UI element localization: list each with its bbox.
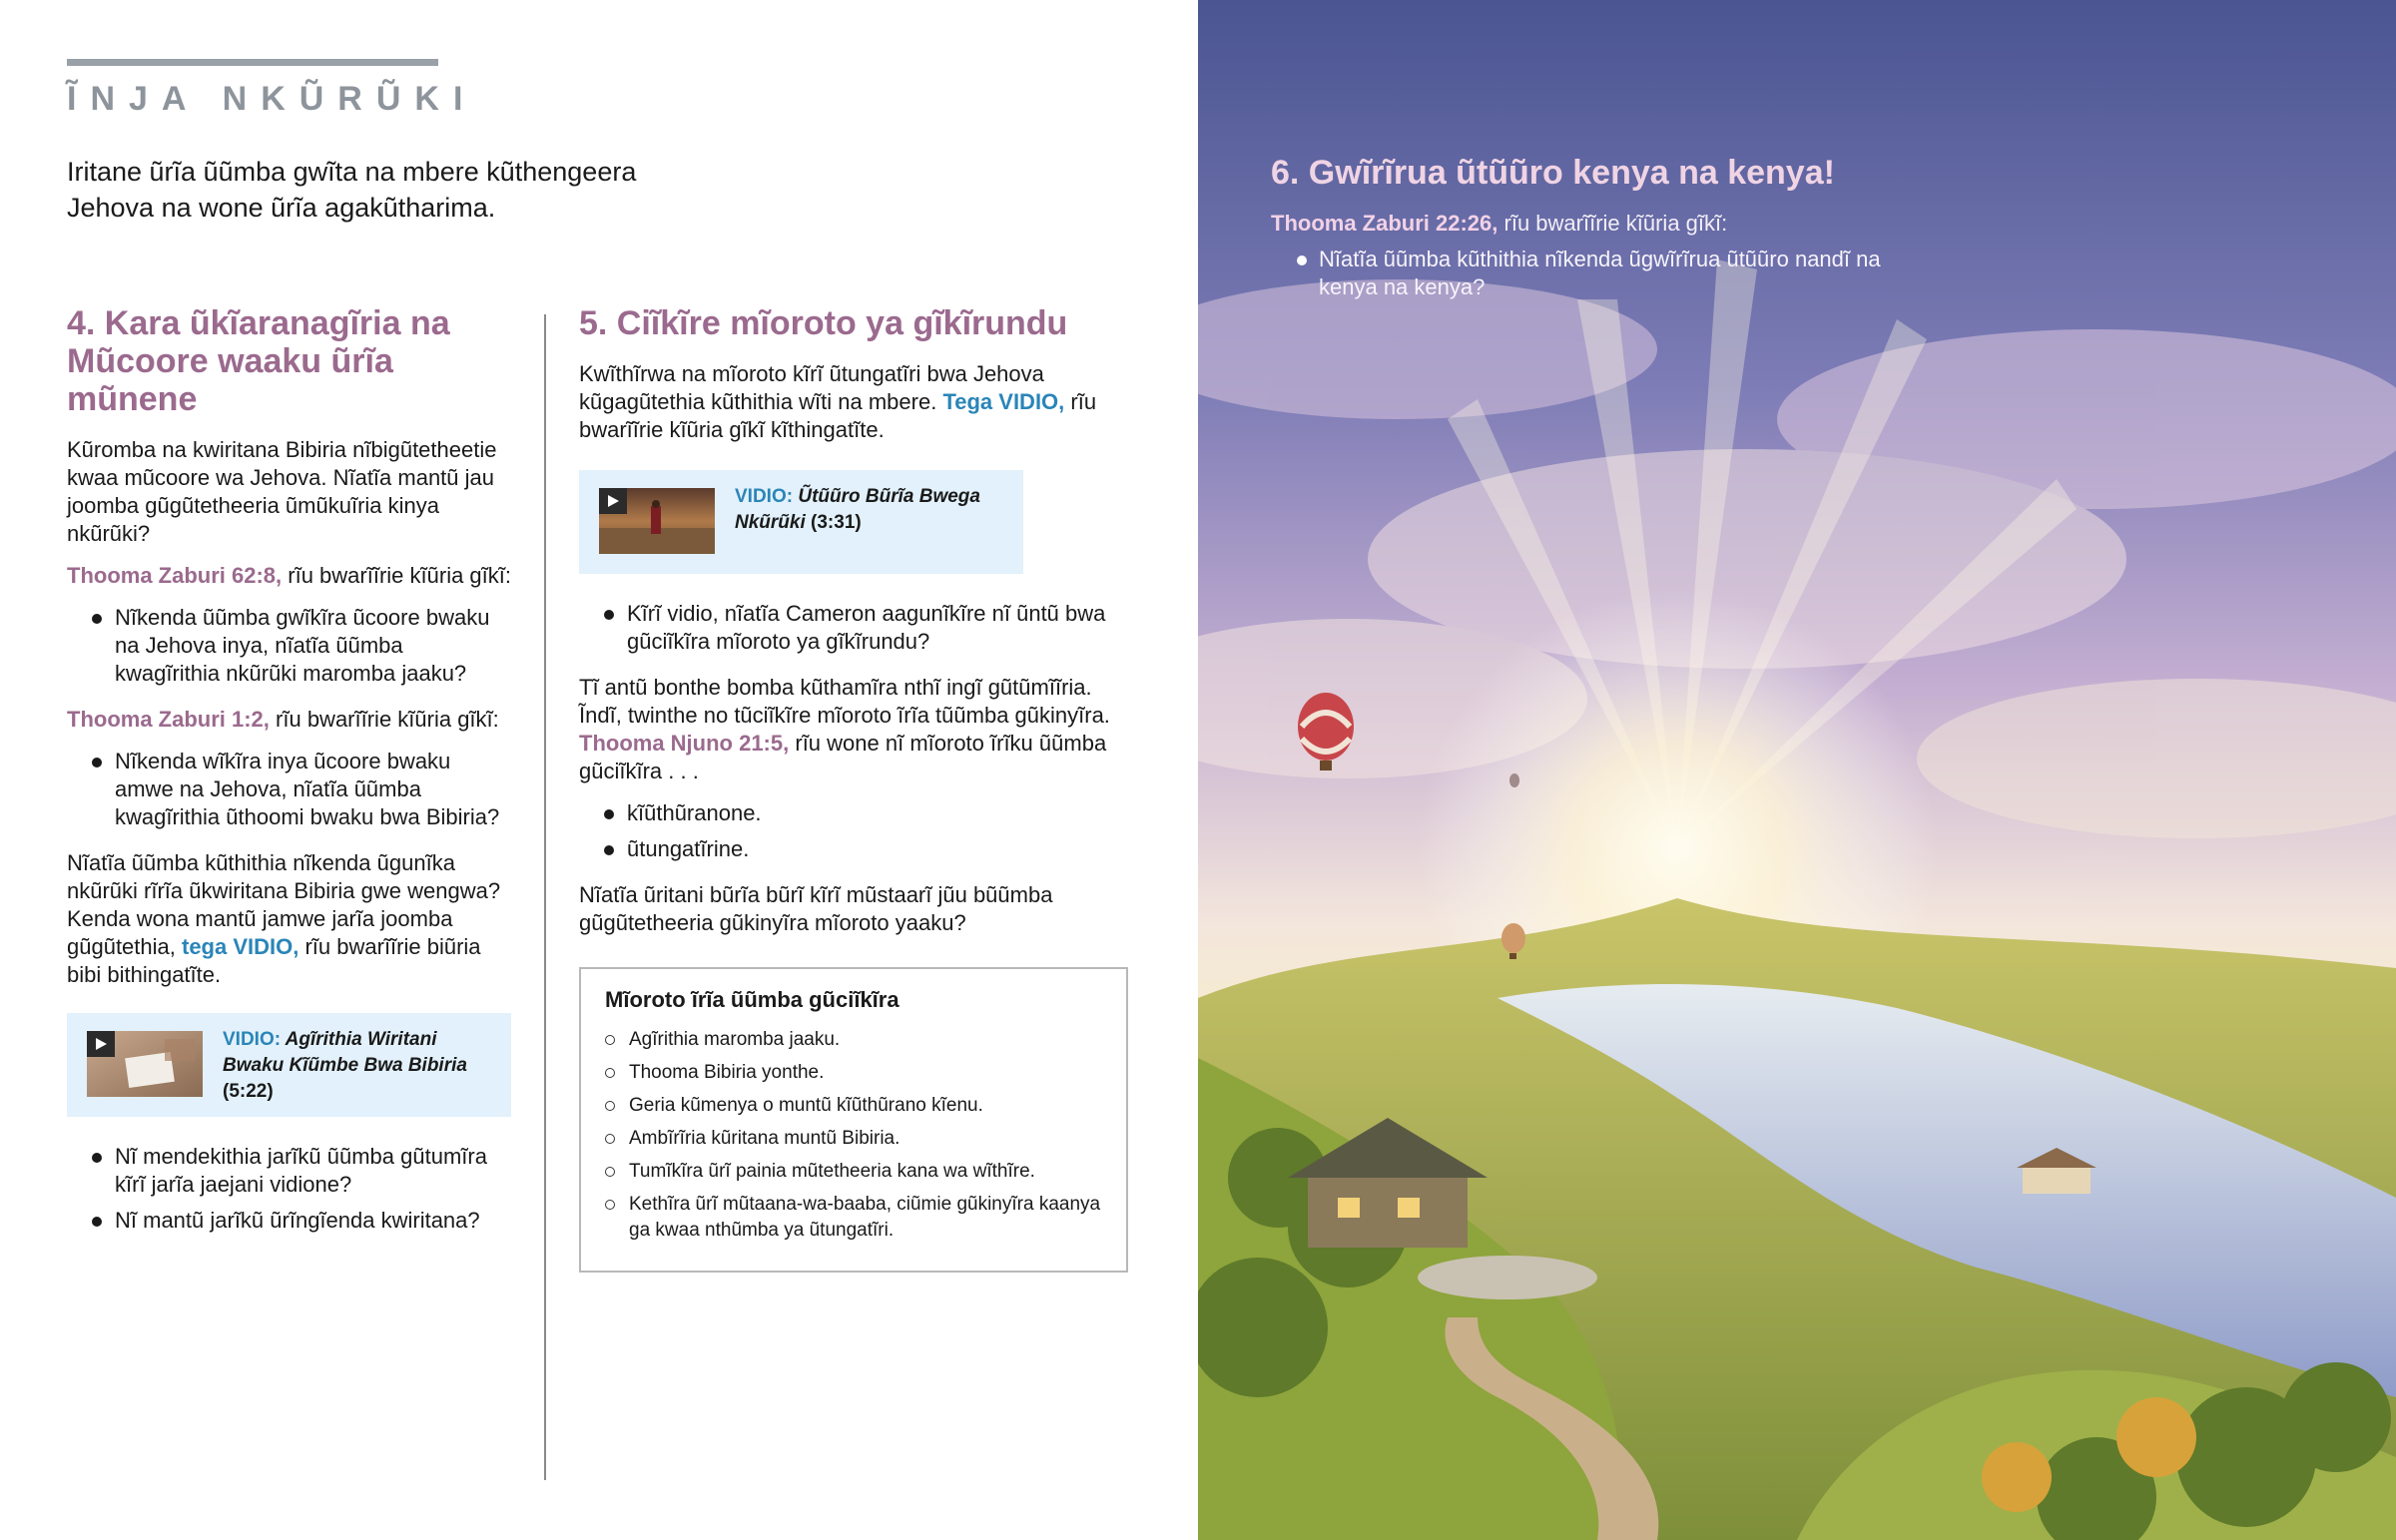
section-4-questions-1	[67, 604, 511, 688]
video-link[interactable]: tega VIDIO,	[175, 934, 300, 959]
section-6-scripture	[1271, 210, 1890, 238]
intro-text: Iritane ũrĩa ũũmba gwĩta na mbere kũthengeera Jehova na wone ũrĩa agakũtharima.	[67, 157, 637, 223]
video-duration: (3:31)	[805, 512, 862, 533]
video-card-agirithia[interactable]	[67, 1013, 511, 1117]
goals-box-item: Geria kũmenya o muntũ kĩũthũrano kĩenu.	[605, 1093, 1102, 1119]
paragraph-text: Tĩ antũ bonthe bomba kũthamĩra nthĩ ingĩ gũtũmĩĩria. Ĩndĩ, twinthe no tũciĩkĩre mĩoroto ĩrĩa tũũmba gũkinyĩra.	[579, 675, 1110, 728]
section-4-paragraph-2	[67, 849, 511, 989]
goal-item: kĩũthũranone.	[579, 799, 1128, 827]
video-card-utuuro[interactable]	[579, 470, 1023, 574]
goals-box-list	[605, 1027, 1102, 1244]
scripture-ref-zaburi-22-26[interactable]: Thooma Zaburi 22:26,	[1271, 211, 1498, 236]
question-item: Nĩ mantũ jarĩkũ ũrĩngĩenda kwiritana?	[67, 1207, 511, 1235]
section-4-title: 4. Kara ũkĩaranagĩria na Mũcoore waaku ũrĩa mũnene	[67, 304, 450, 418]
goals-box	[579, 967, 1128, 1273]
play-icon[interactable]	[599, 488, 627, 514]
scripture-instruction: rĩu bwarĩĩrie kĩũria gĩkĩ:	[269, 707, 499, 732]
section-4	[67, 304, 511, 1253]
video-duration: (5:22)	[223, 1081, 274, 1102]
section-4-paragraph-1: Kũromba na kwiritana Bibiria nĩbigũtetheetie kwaa mũcoore wa Jehova. Nĩatĩa mantũ jau joomba gũgũtetheeria ũmũkuĩria kinya nkũrũki?	[67, 437, 497, 546]
section-5	[579, 304, 1128, 1273]
section-4-questions-3	[67, 1143, 511, 1235]
video-title: Agĩrithia Wiritani Bwaku Kĩũmbe Bwa Bibiria	[223, 1029, 467, 1076]
goals-box-item: Kethĩra ũrĩ mũtaana-wa-baaba, ciũmie gũkinyĩra kaanya ga kwaa nthũmba ya ũtungatĩri.	[605, 1192, 1102, 1244]
goal-item: ũtungatĩrine.	[579, 835, 1128, 863]
video-label: VIDIO:	[223, 1029, 282, 1050]
section-5-goal-list	[579, 799, 1128, 863]
video-caption[interactable]	[223, 1027, 497, 1105]
paragraph-text: rĩu bwarĩĩrie biũria bibi bithingatĩte.	[67, 934, 481, 987]
section-4-scripture-2	[67, 706, 511, 734]
section-6-questions	[1271, 246, 1890, 301]
video-link[interactable]: Tega VIDIO,	[936, 389, 1065, 414]
play-icon[interactable]	[87, 1031, 115, 1057]
goals-box-item: Tumĩkĩra ũrĩ painia mũtetheeria kana wa wĩthĩre.	[605, 1159, 1102, 1185]
question-item: Nĩkenda ũũmba gwĩkĩra ũcoore bwaku na Jehova inya, nĩatĩa ũũmba kwagĩrithia nkũrũki maromba jaaku?	[67, 604, 511, 688]
section-5-paragraph-1	[579, 360, 1128, 444]
goals-box-item: Agĩrithia maromba jaaku.	[605, 1027, 1102, 1053]
section-6-title: 6. Gwĩrĩrua ũtũũro kenya na kenya!	[1271, 154, 1835, 192]
section-4-questions-2	[67, 748, 511, 831]
paragraph-text: rĩu bwarĩĩrie kĩũria gĩkĩ kĩthingatĩte.	[579, 389, 1097, 442]
goals-box-item: Thooma Bibiria yonthe.	[605, 1060, 1102, 1086]
section-4-scripture-1	[67, 562, 511, 590]
kicker-rule	[67, 59, 438, 66]
column-divider	[544, 314, 546, 1480]
section-kicker: ĨNJA NKŨRŨKI	[67, 80, 477, 118]
paragraph-text: rĩu wone nĩ mĩoroto ĩrĩku ũũmba gũciĩkĩra . . .	[579, 731, 1107, 783]
section-5-paragraph-3: Nĩatĩa ũritani bũrĩa bũrĩ kĩrĩ mũstaarĩ jũu bũũmba gũgũtetheeria gũkinyĩra mĩoroto yaaku?	[579, 882, 1053, 935]
scripture-ref-zaburi-62-8[interactable]: Thooma Zaburi 62:8,	[67, 563, 283, 588]
question-item: Kĩrĩ vidio, nĩatĩa Cameron aagunĩkĩre nĩ ũntũ bwa gũciĩkĩra mĩoroto ya gĩkĩrundu?	[579, 600, 1128, 656]
scripture-instruction: rĩu bwarĩĩrie kĩũria gĩkĩ:	[282, 563, 512, 588]
paragraph-text: Nĩatĩa ũũmba kũthithia nĩkenda ũgunĩka nkũrũki rĩrĩa ũkwiritana Bibiria gwe wengwa? Kenda wona mantũ jamwe jarĩa joomba gũgũtethia,	[67, 850, 501, 959]
paragraph-text: Kwĩthĩrwa na mĩoroto kĩrĩ ũtungatĩri bwa Jehova kũgagũtethia kũthithia wĩti na mbere.	[579, 361, 1044, 414]
section-5-questions-1	[579, 600, 1128, 656]
video-caption[interactable]	[735, 484, 1009, 536]
scripture-ref-njuno-21-5[interactable]: Thooma Njuno 21:5,	[579, 731, 790, 756]
scripture-instruction: rĩu bwarĩĩrie kĩũria gĩkĩ:	[1498, 211, 1728, 236]
right-page-illustration	[1198, 0, 2396, 1540]
section-6	[1271, 152, 1890, 301]
video-title: Ũtũũro Bũrĩa Bwega Nkũrũki	[735, 486, 980, 533]
goals-box-title: Mĩoroto ĩrĩa ũũmba gũciĩkĩra	[605, 987, 899, 1012]
scripture-ref-zaburi-1-2[interactable]: Thooma Zaburi 1:2,	[67, 707, 270, 732]
section-5-title: 5. Ciĩkĩre mĩoroto ya gĩkĩrundu	[579, 304, 1068, 342]
section-5-paragraph-2	[579, 674, 1128, 785]
goals-box-item: Ambĩrĩria kũritana muntũ Bibiria.	[605, 1126, 1102, 1152]
question-item: Nĩ mendekithia jarĩkũ ũũmba gũtumĩra kĩrĩ jarĩa jaejani vidione?	[67, 1143, 511, 1199]
question-item: Nĩkenda wĩkĩra inya ũcoore bwaku amwe na Jehova, nĩatĩa ũũmba kwagĩrithia ũthoomi bwaku bwa Bibiria?	[67, 748, 511, 831]
video-label: VIDIO:	[735, 486, 794, 507]
question-item: Nĩatĩa ũũmba kũthithia nĩkenda ũgwĩrĩrua ũtũũro nandĩ na kenya na kenya?	[1271, 246, 1890, 301]
